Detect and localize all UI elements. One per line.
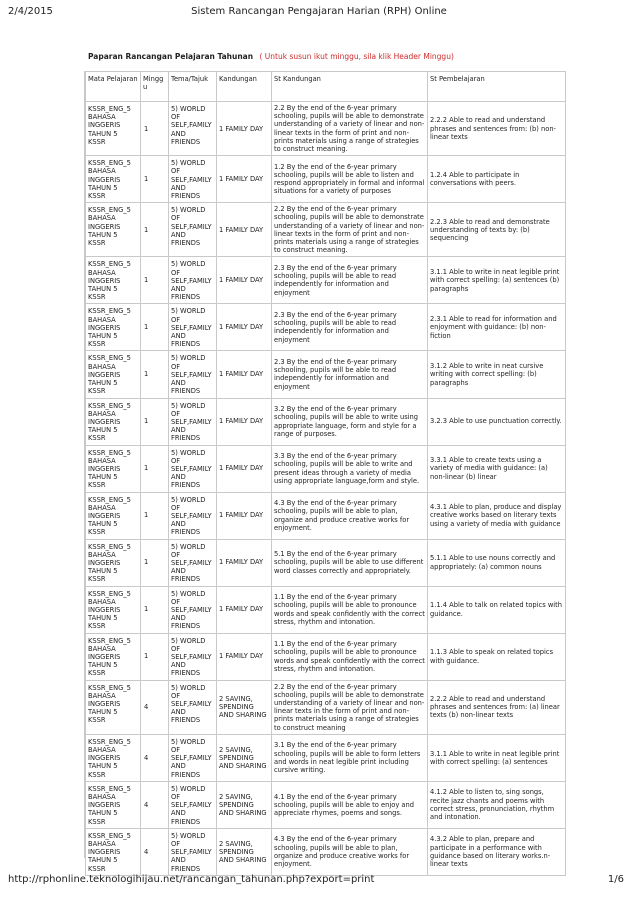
print-url: http://rphonline.teknologihijau.net/rancangan_tahunan.php?export=print [8, 874, 375, 885]
cell-st-kandungan: 2.2 By the end of the 6-year primary schooling, pupils will be able to demonstrate understanding of a variety of linear and non-linear texts in the form of print and non-prints materials using a range of strategies to construct meaning [272, 680, 428, 734]
cell-st-kandungan: 5.1 By the end of the 6-year primary schooling, pupils will be able to use different word classes correctly and appropriately. [272, 539, 428, 586]
cell-st-pembelajaran: 4.3.1 Able to plan, produce and display creative works based on literary texts using a variety of media with guidance [428, 492, 566, 539]
col-header-minggu[interactable]: Minggu [141, 72, 169, 102]
cell-st-pembelajaran: 3.3.1 Able to create texts using a variety of media with guidance: (a) non-linear (b) linear [428, 445, 566, 492]
table-row [86, 257, 566, 304]
cell-st-pembelajaran: 5.1.1 Able to use nouns correctly and appropriately: (a) common nouns [428, 539, 566, 586]
cell-kandungan: 1 FAMILY DAY [217, 203, 272, 257]
cell-st-kandungan: 1.2 By the end of the 6-year primary schooling, pupils will be able to listen and respond appropriately in formal and informal situations for a variety of purposes [272, 156, 428, 203]
col-header-kandungan[interactable]: Kandungan [217, 72, 272, 102]
cell-kandungan: 1 FAMILY DAY [217, 586, 272, 633]
cell-kandungan: 1 FAMILY DAY [217, 156, 272, 203]
cell-kandungan: 1 FAMILY DAY [217, 351, 272, 398]
cell-minggu: 1 [141, 203, 169, 257]
cell-st-kandungan: 4.3 By the end of the 6-year primary schooling, pupils will be able to plan, organize and produce creative works for enjoyment. [272, 828, 428, 875]
cell-tema: 5) WORLD OF SELF,FAMILY AND FRIENDS [169, 398, 217, 445]
cell-kandungan: 1 FAMILY DAY [217, 492, 272, 539]
cell-mata-pelajaran: KSSR_ENG_5 BAHASA INGGERIS TAHUN 5 KSSR [86, 398, 141, 445]
cell-st-kandungan: 2.3 By the end of the 6-year primary schooling, pupils will be able to read independently for information and enjoyment [272, 257, 428, 304]
cell-st-kandungan: 2.3 By the end of the 6-year primary schooling, pupils will be able to read independently for information and enjoyment [272, 351, 428, 398]
cell-mata-pelajaran: KSSR_ENG_5 BAHASA INGGERIS TAHUN 5 KSSR [86, 539, 141, 586]
cell-st-kandungan: 3.2 By the end of the 6-year primary schooling, pupils will be able to write using appropriate language, form and style for a range of purposes. [272, 398, 428, 445]
cell-st-kandungan: 3.1 By the end of the 6-year primary schooling, pupils will be able to form letters and words in neat legible print including cursive writing. [272, 734, 428, 781]
table-row [86, 781, 566, 828]
cell-st-pembelajaran: 3.1.1 Able to write in neat legible print with correct spelling: (a) sentences [428, 734, 566, 781]
cell-tema: 5) WORLD OF SELF,FAMILY AND FRIENDS [169, 680, 217, 734]
cell-st-kandungan: 1.1 By the end of the 6-year primary schooling, pupils will be able to pronounce words and speak confidently with the correct stress, rhythm and intonation. [272, 633, 428, 680]
cell-tema: 5) WORLD OF SELF,FAMILY AND FRIENDS [169, 102, 217, 156]
table-row [86, 203, 566, 257]
cell-minggu: 4 [141, 734, 169, 781]
table-row [86, 351, 566, 398]
cell-st-kandungan: 2.2 By the end of the 6-year primary schooling, pupils will be able to demonstrate understanding of a variety of linear and non-linear texts in the form of print and non-prints materials using a range of strategies to construct meaning. [272, 203, 428, 257]
cell-minggu: 4 [141, 781, 169, 828]
table-row [86, 398, 566, 445]
cell-mata-pelajaran: KSSR_ENG_5 BAHASA INGGERIS TAHUN 5 KSSR [86, 828, 141, 875]
table-row [86, 156, 566, 203]
cell-tema: 5) WORLD OF SELF,FAMILY AND FRIENDS [169, 351, 217, 398]
cell-st-kandungan: 4.3 By the end of the 6-year primary schooling, pupils will be able to plan, organize and produce creative works for enjoyment. [272, 492, 428, 539]
cell-minggu: 1 [141, 492, 169, 539]
cell-minggu: 1 [141, 102, 169, 156]
cell-mata-pelajaran: KSSR_ENG_5 BAHASA INGGERIS TAHUN 5 KSSR [86, 351, 141, 398]
cell-kandungan: 1 FAMILY DAY [217, 398, 272, 445]
cell-st-pembelajaran: 2.2.3 Able to read and demonstrate understanding of texts by: (b) sequencing [428, 203, 566, 257]
cell-minggu: 4 [141, 680, 169, 734]
cell-mata-pelajaran: KSSR_ENG_5 BAHASA INGGERIS TAHUN 5 KSSR [86, 304, 141, 351]
table-row [86, 828, 566, 875]
cell-kandungan: 1 FAMILY DAY [217, 633, 272, 680]
cell-mata-pelajaran: KSSR_ENG_5 BAHASA INGGERIS TAHUN 5 KSSR [86, 680, 141, 734]
table-row [86, 102, 566, 156]
cell-st-kandungan: 1.1 By the end of the 6-year primary schooling, pupils will be able to pronounce words and speak confidently with the correct stress, rhythm and intonation. [272, 586, 428, 633]
cell-minggu: 1 [141, 398, 169, 445]
print-page-title: Sistem Rancangan Pengajaran Harian (RPH) Online [191, 6, 447, 17]
cell-minggu: 4 [141, 828, 169, 875]
annual-plan-table [85, 71, 566, 876]
col-header-tema[interactable]: Tema/Tajuk [169, 72, 217, 102]
cell-minggu: 1 [141, 156, 169, 203]
cell-minggu: 1 [141, 445, 169, 492]
cell-st-kandungan: 4.1 By the end of the 6-year primary schooling, pupils will be able to enjoy and appreciate rhymes, poems and songs. [272, 781, 428, 828]
table-row [86, 680, 566, 734]
table-row [86, 633, 566, 680]
cell-mata-pelajaran: KSSR_ENG_5 BAHASA INGGERIS TAHUN 5 KSSR [86, 203, 141, 257]
cell-kandungan: 1 FAMILY DAY [217, 257, 272, 304]
table-body [86, 102, 566, 876]
cell-tema: 5) WORLD OF SELF,FAMILY AND FRIENDS [169, 828, 217, 875]
cell-mata-pelajaran: KSSR_ENG_5 BAHASA INGGERIS TAHUN 5 KSSR [86, 781, 141, 828]
cell-tema: 5) WORLD OF SELF,FAMILY AND FRIENDS [169, 156, 217, 203]
cell-mata-pelajaran: KSSR_ENG_5 BAHASA INGGERIS TAHUN 5 KSSR [86, 734, 141, 781]
cell-mata-pelajaran: KSSR_ENG_5 BAHASA INGGERIS TAHUN 5 KSSR [86, 586, 141, 633]
cell-minggu: 1 [141, 633, 169, 680]
cell-st-pembelajaran: 4.1.2 Able to listen to, sing songs, recite jazz chants and poems with correct stress, pronunciation, rhythm and intonation. [428, 781, 566, 828]
cell-kandungan: 2 SAVING, SPENDING AND SHARING [217, 828, 272, 875]
cell-minggu: 1 [141, 586, 169, 633]
cell-minggu: 1 [141, 539, 169, 586]
cell-st-pembelajaran: 1.1.4 Able to talk on related topics with guidance. [428, 586, 566, 633]
cell-mata-pelajaran: KSSR_ENG_5 BAHASA INGGERIS TAHUN 5 KSSR [86, 633, 141, 680]
cell-kandungan: 1 FAMILY DAY [217, 539, 272, 586]
cell-tema: 5) WORLD OF SELF,FAMILY AND FRIENDS [169, 257, 217, 304]
cell-st-pembelajaran: 2.3.1 Able to read for information and enjoyment with guidance: (b) non-fiction [428, 304, 566, 351]
cell-st-pembelajaran: 3.1.1 Able to write in neat legible print with correct spelling: (a) sentences (b) paragraphs [428, 257, 566, 304]
cell-st-pembelajaran: 1.1.3 Able to speak on related topics with guidance. [428, 633, 566, 680]
cell-mata-pelajaran: KSSR_ENG_5 BAHASA INGGERIS TAHUN 5 KSSR [86, 445, 141, 492]
table-row [86, 492, 566, 539]
col-header-mata-pelajaran[interactable]: Mata Pelajaran [86, 72, 141, 102]
cell-tema: 5) WORLD OF SELF,FAMILY AND FRIENDS [169, 492, 217, 539]
print-date: 2/4/2015 [8, 6, 53, 17]
page-title: Paparan Rancangan Pelajaran Tahunan [88, 52, 254, 61]
cell-tema: 5) WORLD OF SELF,FAMILY AND FRIENDS [169, 633, 217, 680]
cell-st-pembelajaran: 4.3.2 Able to plan, prepare and participate in a performance with guidance based on literary works.n-linear texts [428, 828, 566, 875]
cell-kandungan: 1 FAMILY DAY [217, 102, 272, 156]
cell-st-pembelajaran: 3.2.3 Able to use punctuation correctly. [428, 398, 566, 445]
page-heading [88, 52, 454, 61]
cell-minggu: 1 [141, 304, 169, 351]
cell-kandungan: 2 SAVING, SPENDING AND SHARING [217, 781, 272, 828]
cell-st-pembelajaran: 3.1.2 Able to write in neat cursive writing with correct spelling: (b) paragraphs [428, 351, 566, 398]
cell-tema: 5) WORLD OF SELF,FAMILY AND FRIENDS [169, 781, 217, 828]
table-row [86, 445, 566, 492]
print-page-number: 1/6 [607, 874, 624, 885]
cell-st-kandungan: 2.3 By the end of the 6-year primary schooling, pupils will be able to read independently for information and enjoyment [272, 304, 428, 351]
table-row [86, 586, 566, 633]
cell-tema: 5) WORLD OF SELF,FAMILY AND FRIENDS [169, 203, 217, 257]
col-header-st-pembelajaran[interactable]: St Pembelajaran [428, 72, 566, 102]
cell-tema: 5) WORLD OF SELF,FAMILY AND FRIENDS [169, 445, 217, 492]
cell-st-kandungan: 3.3 By the end of the 6-year primary schooling, pupils will be able to write and present ideas through a variety of media using appropriate language,form and style. [272, 445, 428, 492]
cell-st-pembelajaran: 1.2.4 Able to participate in conversations with peers. [428, 156, 566, 203]
cell-mata-pelajaran: KSSR_ENG_5 BAHASA INGGERIS TAHUN 5 KSSR [86, 102, 141, 156]
table-row [86, 304, 566, 351]
cell-tema: 5) WORLD OF SELF,FAMILY AND FRIENDS [169, 734, 217, 781]
cell-tema: 5) WORLD OF SELF,FAMILY AND FRIENDS [169, 586, 217, 633]
cell-kandungan: 2 SAVING, SPENDING AND SHARING [217, 734, 272, 781]
cell-minggu: 1 [141, 257, 169, 304]
cell-st-pembelajaran: 2.2.2 Able to read and understand phrases and sentences from: (b) non-linear texts [428, 102, 566, 156]
cell-st-kandungan: 2.2 By the end of the 6-year primary schooling, pupils will be able to demonstrate understanding of a variety of linear and non-linear texts in the form of print and non-prints materials using a range of strategies to construct meaning. [272, 102, 428, 156]
table-row [86, 539, 566, 586]
cell-tema: 5) WORLD OF SELF,FAMILY AND FRIENDS [169, 539, 217, 586]
table-header-row [86, 72, 566, 102]
cell-kandungan: 1 FAMILY DAY [217, 445, 272, 492]
cell-minggu: 1 [141, 351, 169, 398]
cell-mata-pelajaran: KSSR_ENG_5 BAHASA INGGERIS TAHUN 5 KSSR [86, 492, 141, 539]
col-header-st-kandungan[interactable]: St Kandungan [272, 72, 428, 102]
table-row [86, 734, 566, 781]
cell-mata-pelajaran: KSSR_ENG_5 BAHASA INGGERIS TAHUN 5 KSSR [86, 156, 141, 203]
cell-tema: 5) WORLD OF SELF,FAMILY AND FRIENDS [169, 304, 217, 351]
sort-hint: ( Untuk susun ikut minggu, sila klik Header Minggu) [259, 52, 454, 61]
cell-st-pembelajaran: 2.2.2 Able to read and understand phrases and sentences from: (a) linear texts (b) non-linear texts [428, 680, 566, 734]
cell-mata-pelajaran: KSSR_ENG_5 BAHASA INGGERIS TAHUN 5 KSSR [86, 257, 141, 304]
annual-plan-table-container [84, 71, 566, 873]
cell-kandungan: 2 SAVING, SPENDING AND SHARING [217, 680, 272, 734]
cell-kandungan: 1 FAMILY DAY [217, 304, 272, 351]
print-header [0, 6, 638, 20]
